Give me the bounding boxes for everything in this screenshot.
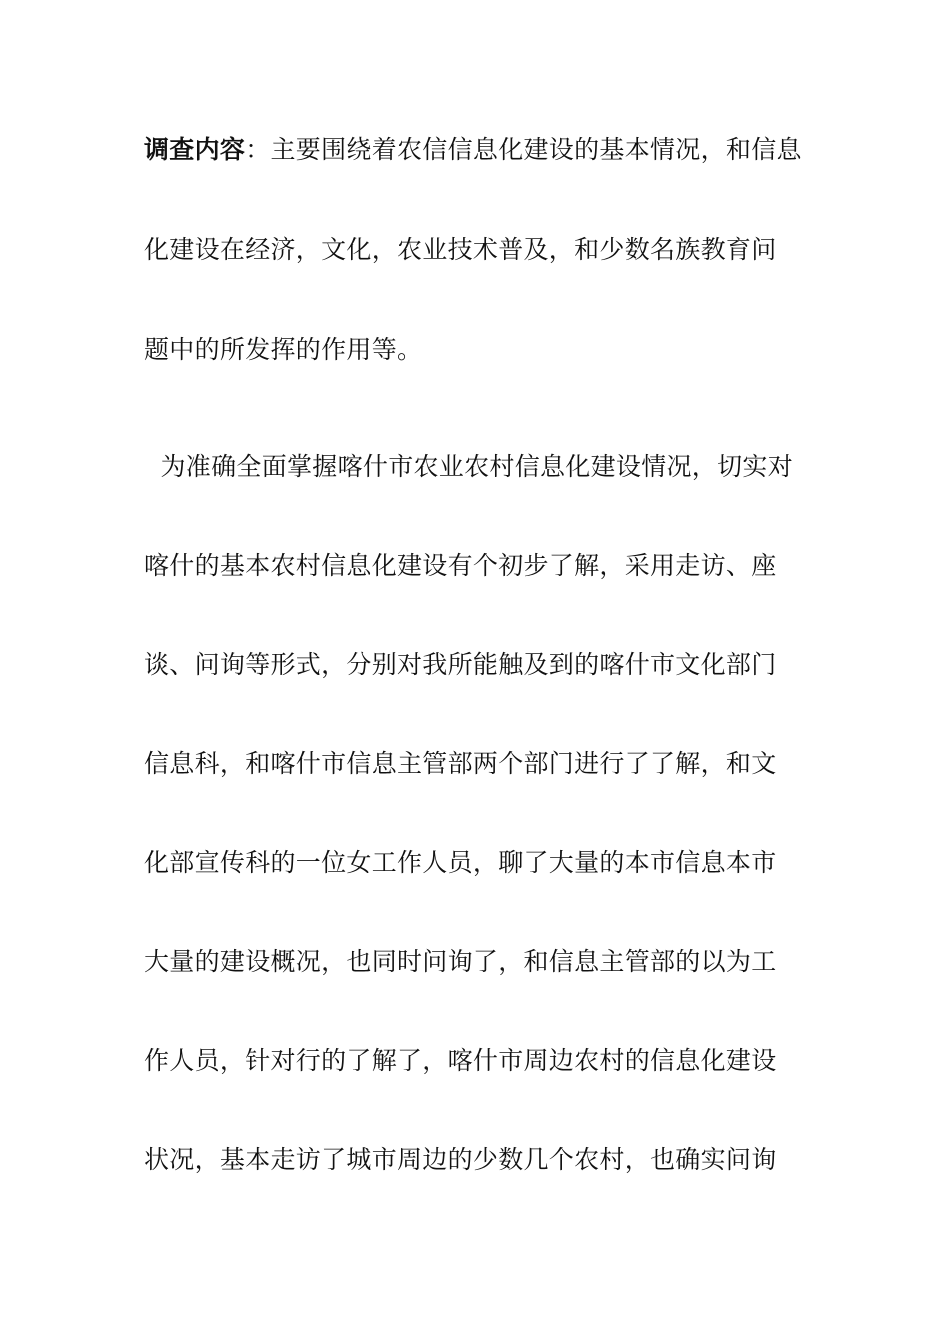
paragraph2-line5: 化部宣传科的一位女工作人员，聊了大量的本市信息本市 — [144, 848, 777, 877]
paragraph2-line7: 作人员，针对行的了解了，喀什市周边农村的信息化建设 — [144, 1046, 777, 1075]
paragraph1-line1 — [144, 130, 824, 170]
paragraph2-line2: 喀什的基本农村信息化建设有个初步了解，采用走访、座 — [144, 551, 777, 580]
paragraph2-line1: 为准确全面掌握喀什市农业农村信息化建设情况，切实对 — [144, 452, 793, 481]
paragraph2-line3: 谈、问询等形式，分别对我所能触及到的喀什市文化部门 — [144, 650, 777, 679]
paragraph2-line4: 信息科，和喀什市信息主管部两个部门进行了了解，和文 — [144, 749, 777, 778]
paragraph2-line8: 状况，基本走访了城市周边的少数几个农村，也确实问询 — [144, 1145, 777, 1174]
paragraph1-line3: 题中的所发挥的作用等。 — [144, 335, 423, 364]
paragraph1-line2: 化建设在经济，文化，农业技术普及，和少数名族教育问 — [144, 235, 777, 264]
paragraph1-label: 调查内容 — [144, 135, 246, 164]
paragraph1-line1-text: ：主要围绕着农信信息化建设的基本情况，和信息 — [245, 135, 802, 164]
paragraph2-line6: 大量的建设概况，也同时问询了，和信息主管部的以为工 — [144, 947, 777, 976]
